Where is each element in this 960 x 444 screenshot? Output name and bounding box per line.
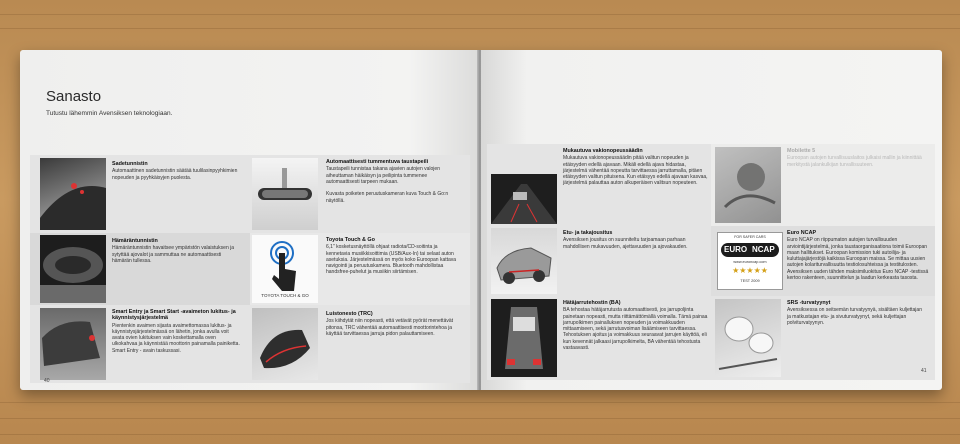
right-page (481, 50, 942, 390)
entry-card-touch-go (250, 233, 470, 305)
page-number: 41 (921, 368, 927, 374)
entry-text: Hätäjarrutehostin (BA) BA tehostaa hätäjarrutusta automaattisesti, jos jarrupoljinta painetaan nopeasti, mutta riittämättömällä voimalla. Tämä painaa jarrupolkimen painalluksen nopeuden ja voimakkuuden mittaamiseen, sekä jarrutusvoiman lisäämiseen tarvittaessa. Tehostuksen ajoitus ja voimakkuus seuraavat jarrujen käyttöä, eli kun kevennät jalkaasi jarrupolkimelta, BA vähentää tehostusta vastaavasti. (563, 300, 708, 352)
entry-card-smart-entry (30, 305, 250, 383)
ncap-test: TEST 2009 (740, 279, 760, 283)
airbags-photo (715, 299, 781, 377)
entry-text: Euro NCAP Euro NCAP on riippumaton autojen turvallisuuden arviointijärjestelmä, jonka taustaorganisaationa toimii Euroopan maan hallitukset. Euroopan komission tuki autoilija- ja kuluttajajärjestöjä kaikissa Euroopan maissa. Se mittaa uusien autojen kolariturvallisuutta testiolosuhteissa ja testitulosten. Avensiksen uuden tähden maksimiluokitus Euro NCAP -testissä kertoo rakenteen, suunnittelun ja laadun kerkeasta tasosta. (787, 230, 929, 282)
suspension-photo (491, 228, 557, 294)
entry-card-brake-assist (487, 296, 711, 380)
entry-text: Etu- ja takajousitus Avensiksen jousitus on suunniteltu tarjoamaan parhaan mahdollisen mukavuuden, ajettavuuden ja ajovakauden. (563, 230, 688, 250)
page-title: Sanasto (46, 88, 102, 105)
mobilette-photo (715, 147, 781, 223)
touch-go-logo (252, 235, 318, 303)
light-sensor-photo (40, 235, 106, 303)
entry-card-srs-airbags (711, 296, 935, 380)
entry-card-adaptive-cruise (487, 144, 711, 226)
entry-text: Luistonesto (TRC) Jos kiihdytät niin nopeasti, että vetävät pyörät menettävät pitonsa, TRC vähentää automaattisesti moottorintehoa ja käyttää tarvittaessa jarruja pidon palauttamiseen. (326, 311, 454, 337)
entry-text: Hämäräntunnistin Hämäräntunnistin havaitsee ympäristön valaistuksen ja sytyttää ajovalot ja sammuttaa ne automaattisesti hämärän tullessa. (112, 238, 235, 264)
entry-text: Sadetunnistin Automaattinen sadetunnistin säätää tuulilasinpyyhkimien nopeuden ja pyyhkäisyjen puolesta. (112, 161, 238, 181)
entry-card-suspension (487, 226, 711, 296)
entry-text: Toyota Touch & Go 6,1" kosketusnäyttöllä ohjaat radiota/CD-soitinta ja kennetavia musiikkisoittimia (USB/Aux-In) tai selaat auton asetuksia. Järjestelmässä on myös koko Euroopan kattava navigointi ja peruutuskamera. Bluetooth mahdollistaa handsfree-puhelut ja musiikin siirtämisen. (326, 237, 457, 276)
open-brochure (20, 50, 942, 390)
page-subtitle: Tutustu lähemmin Avensiksen teknologiaan. (46, 110, 173, 117)
ncap-stars: ★★★★★ (732, 266, 768, 275)
smart-entry-photo (40, 308, 106, 380)
entry-card-rain-sensor (30, 155, 250, 233)
page-number: 40 (44, 378, 50, 384)
entry-card-auto-dim-mirror (250, 155, 470, 233)
entry-text: Mukautuva vakionopeussäädin Mukautuva vakionopeussäädin pitää valitun nopeuden ja etäisyyden edellä ajavaan. Mikäli edellä ajava hidastaa, järjestelmä vähentää nopeutta tarvittaessa jarruttamalla, pitäen etäisyyden valitun pituisena. Kun etäisyys edellä ajavaan kasvaa, järjestelmä palauttaa auton alkuperäisen valitsun nopeuteen. (563, 148, 708, 187)
ncap-url: www.euroncap.com (733, 260, 767, 264)
brake-assist-photo (491, 299, 557, 377)
entry-card-mobilette (711, 144, 935, 226)
rain-sensor-photo (40, 158, 106, 230)
euro-ncap-logo (717, 232, 783, 290)
adaptive-cruise-photo (491, 174, 557, 224)
entry-text: Automaattisesti tummentuva taustapeili Taustapeili tunnistaa takana ajavien autojen valojen aiheuttaman häikäisyn ja peilipinta tummenee automaattisesti tarpeen mukaan. Kuvasta poiketen peruutuskameran kuva Touch & Go:n näytöllä. (326, 159, 449, 204)
mirror-photo (252, 158, 318, 230)
trc-photo (252, 308, 318, 380)
entry-card-euro-ncap (711, 226, 935, 296)
touch-go-label: TOYOTA TOUCH & GO (261, 293, 309, 298)
entry-card-trc (250, 305, 470, 383)
left-page (20, 50, 479, 390)
entry-card-light-sensor (30, 233, 250, 305)
entry-text: Smart Entry ja Smart Start -avaimeton lukitus- ja käynnistysjärjestelmä Pientenkin avaimen sijasta avaimettomassa lukitus- ja käynnistysjärjestelmässä on lähetin, jonka avulla voit avata ovien lukituksen vain koskettamalla oven ulkokahvaa ja käynnistää moottorin painamalla painiketta. Smart Entry - avain taskussasi. (112, 309, 240, 354)
ncap-euro-text: EURO (724, 245, 748, 254)
entry-text-faded: Mobilette 5 Euroopan autojen turvallisuuslaitos julkaisi mallin ja kiinnittää merkitystä jalankulkijan turvallisuuteen. (787, 148, 922, 168)
ncap-ncap-text: NCAP (752, 245, 775, 254)
entry-text: SRS -turvatyynyt Avensiksessa on seitsemän turvatyynyä, sisältäen kuljettajan ja matkustajan etu- ja sivuturvatyynyt, sekä kuljettajan polviturvatyynyn. (787, 300, 922, 326)
ncap-top-text: FOR SAFER CARS (734, 235, 766, 239)
